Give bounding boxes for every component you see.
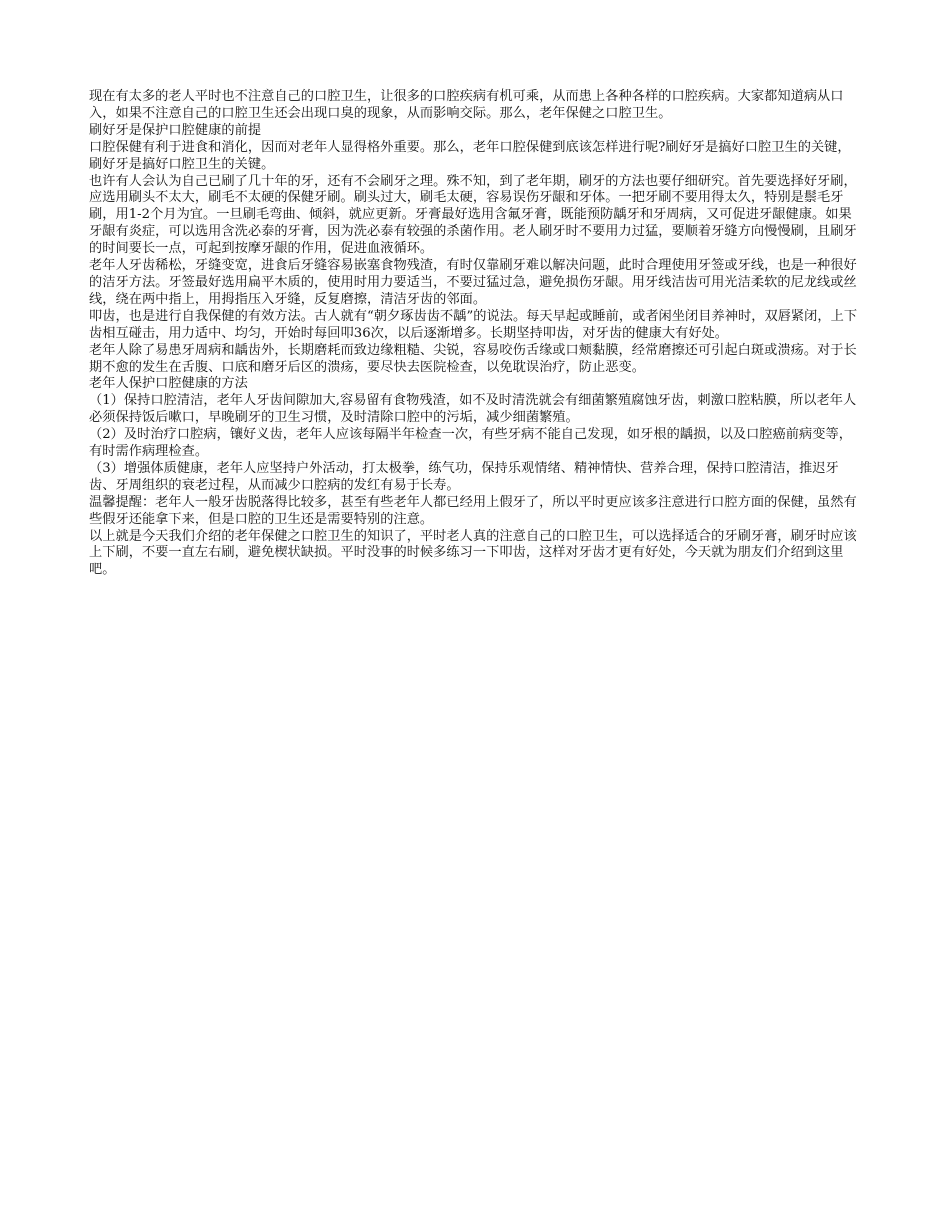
- paragraph-teeth-tapping: 叩齿，也是进行自我保健的有效方法。古人就有“朝夕琢齿齿不龋”的说法。每天早起或睡前，或者闲坐闭目养神时，双唇紧闭，上下齿相互碰击，用力适中、均匀，开始时每回叩36次，以后逐渐增多。长期坚持叩齿，对牙齿的健康大有好处。: [89, 308, 858, 341]
- paragraph-oral-care-importance: 口腔保健有利于进食和消化，因而对老年人显得格外重要。那么，老年口腔保健到底该怎样进行呢?刷好牙是搞好口腔卫生的关键，刷好牙是搞好口腔卫生的关键。: [89, 139, 851, 172]
- list-item-method-1: （1）保持口腔清洁，老年人牙齿间隙加大,容易留有食物残渣，如不及时清洗就会有细菌繁殖腐蚀牙齿，刺激口腔粘膜，所以老年人必须保持饭后嗽口，早晚刷牙的卫生习惯，及时清除口腔中的污垢，减少细菌繁殖。: [89, 393, 857, 426]
- section-heading-methods: 老年人保护口腔健康的方法: [89, 376, 248, 392]
- paragraph-toothbrush-choice: 也许有人会认为自己已刷了几十年的牙，还有不会刷牙之理。殊不知，到了老年期，刷牙的方法也要仔细研究。首先要选择好牙刷，应选用刷头不太大，刷毛不太硬的保健牙刷。刷头过大，刷毛太硬，容易误伤牙龈和牙体。一把牙刷不要用得太久，特别是鬃毛牙刷，用1-2个月为宜。一旦刷毛弯曲、倾斜，就应更新。牙膏最好选用含氟牙膏，既能预防龋牙和牙周病，又可促进牙龈健康。如果牙龈有炎症，可以选用含洗必泰的牙膏，因为洗必泰有较强的杀菌作用。老人刷牙时不要用力过猛，要顺着牙缝方向慢慢刷，且刷牙的时间要长一点，可起到按摩牙龈的作用，促进血液循环。: [89, 173, 857, 257]
- paragraph-toothpick-floss: 老年人牙齿稀松，牙缝变宽，进食后牙缝容易嵌塞食物残渣，有时仅靠刷牙难以解决问题，此时合理使用牙签或牙线，也是一种很好的洁牙方法。牙签最好选用扁平木质的，使用时用力要适当，不要过猛过急，避免损伤牙龈。用牙线洁齿可用光洁柔软的尼龙线或丝线，绕在两中指上，用拇指压入牙缝，反复磨擦，清洁牙齿的邻面。: [89, 258, 857, 307]
- paragraph-conclusion: 以上就是今天我们介绍的老年保健之口腔卫生的知识了，平时老人真的注意自己的口腔卫生，可以选择适合的牙刷牙膏，刷牙时应该上下刷，不要一直左右刷，避免楔状缺损。平时没事的时候多练习一下叩齿，这样对牙齿才更有好处，今天就为朋友们介绍到这里吧。: [89, 528, 857, 578]
- paragraph-ulcers: 老年人除了易患牙周病和龋齿外，长期磨耗而致边缘粗糙、尖锐，容易咬伤舌缘或口颊黏膜，经常磨擦还可引起白斑或溃疡。对于长期不愈的发生在舌腹、口底和磨牙后区的溃疡，要尽快去医院检查，以免耽误治疗，防止恶变。: [89, 342, 857, 375]
- paragraph-intro: 现在有太多的老人平时也不注意自己的口腔卫生，让很多的口腔疾病有机可乘，从而患上各种各样的口腔疾病。大家都知道病从口入，如果不注意自己的口腔卫生还会出现口臭的现象，从而影响交际。那么，老年保健之口腔卫生。: [89, 89, 844, 121]
- list-item-method-3: （3）增强体质健康，老年人应坚持户外活动，打太极拳，练气功，保持乐观情绪、精神情快、营养合理，保持口腔清洁，推迟牙齿、牙周组织的衰老过程，从而减少口腔病的发红有易于长寿。: [89, 460, 839, 493]
- paragraph-reminder: 温馨提醒：老年人一般牙齿脱落得比较多，甚至有些老年人都已经用上假牙了，所以平时更应该多注意进行口腔方面的保健，虽然有些假牙还能拿下来，但是口腔的卫生还是需要特别的注意。: [89, 494, 857, 527]
- section-heading-brushing: 刷好牙是保护口腔健康的前提: [89, 122, 262, 138]
- list-item-method-2: （2）及时治疗口腔病，镶好义齿，老年人应该每隔半年检查一次，有些牙病不能自己发现，如牙根的龋损，以及口腔癌前病变等，有时需作病理检查。: [89, 427, 852, 460]
- article-body: [89, 89, 861, 579]
